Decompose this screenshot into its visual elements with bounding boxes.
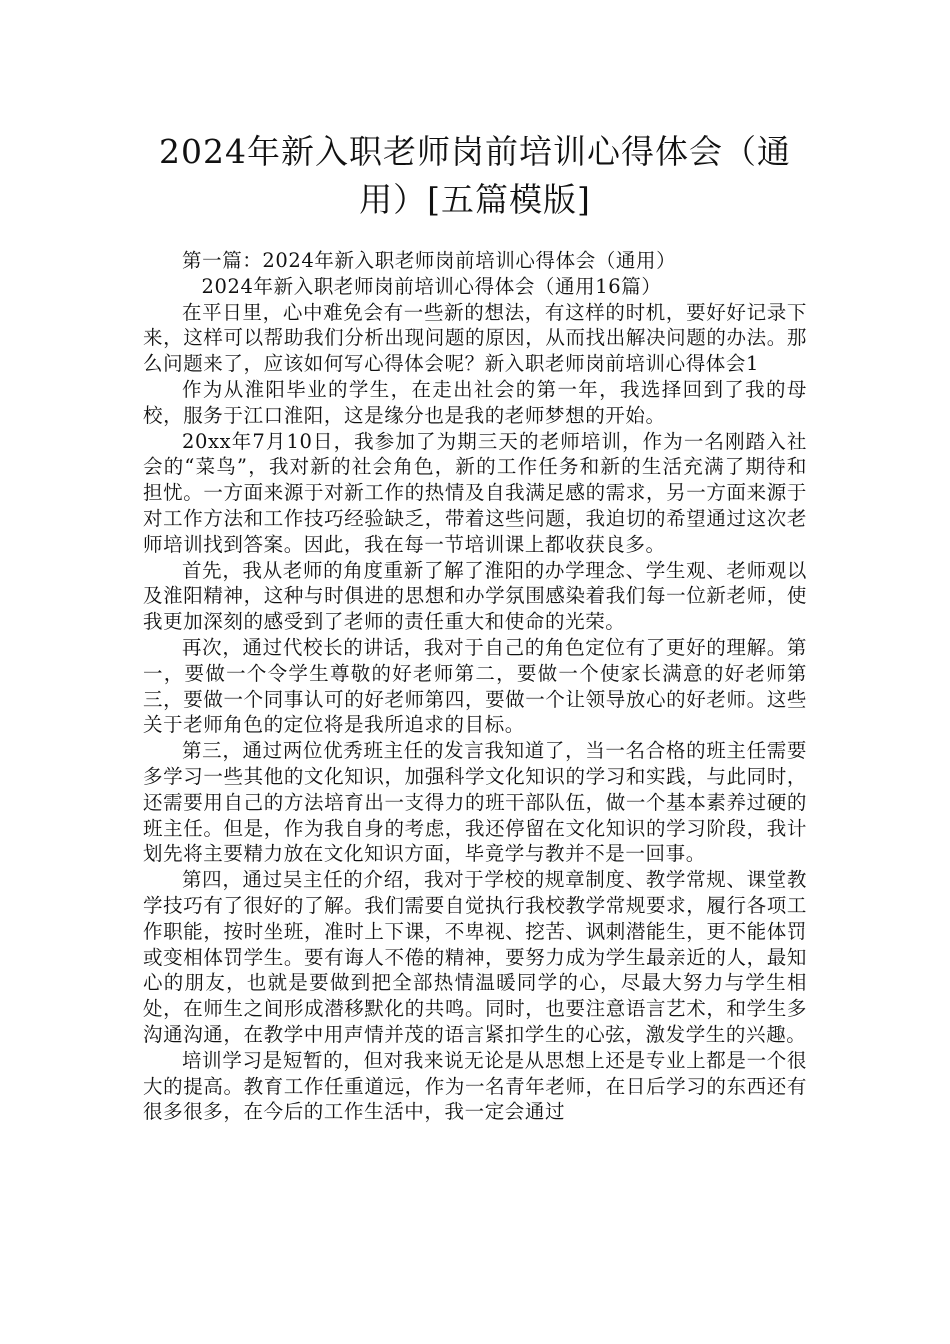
section-heading: 第一篇：2024年新入职老师岗前培训心得体会（通用） (182, 249, 677, 272)
paragraph: 第四，通过吴主任的介绍，我对于学校的规章制度、教学常规、课堂教学技巧有了很好的了解。我们需要自觉执行我校教学常规要求，履行各项工作职能，按时坐班，准时上下课，不卑视、挖苦、讽刺潜能生，更不能体罚或变相体罚学生。要有诲人不倦的精神，要努力成为学生最亲近的人，最知心的朋友，也就是要做到把全部热情温暖同学的心，尽最大努力与学生相处，在师生之间形成潜移默化的共鸣。同时，也要注意语言艺术，和学生多沟通沟通，在教学中用声情并茂的语言紧扣学生的心弦，激发学生的兴趣。 (143, 868, 807, 1046)
paragraph: 20xx年7月10日，我参加了为期三天的老师培训，作为一名刚踏入社会的“菜鸟”，我对新的社会角色，新的工作任务和新的生活充满了期待和担忧。一方面来源于对新工作的热情及自我满足感的需求，另一方面来源于对工作方法和工作技巧经验缺乏，带着这些问题，我迫切的希望通过这次老师培训找到答案。因此，我在每一节培训课上都收获良多。 (143, 429, 807, 556)
paragraph: 培训学习是短暂的，但对我来说无论是从思想上还是专业上都是一个很大的提高。教育工作任重道远，作为一名青年老师，在日后学习的东西还有很多很多，在今后的工作生活中，我一定会通过 (143, 1048, 807, 1124)
sub-heading: 2024年新入职老师岗前培训心得体会（通用16篇） (201, 274, 662, 298)
paragraph: 首先，我从老师的角度重新了解了淮阳的办学理念、学生观、老师观以及淮阳精神，这种与时俱进的思想和办学氛围感染着我们每一位新老师，使我更加深刻的感受到了老师的责任重大和使命的光荣。 (143, 558, 807, 634)
paragraph: 作为从淮阳毕业的学生，在走出社会的第一年，我选择回到了我的母校，服务于江口淮阳，这是缘分也是我的老师梦想的开始。 (143, 377, 807, 427)
paragraph: 第三，通过两位优秀班主任的发言我知道了，当一名合格的班主任需要多学习一些其他的文化知识，加强科学文化知识的学习和实践，与此同时，还需要用自己的方法培育出一支得力的班干部队伍，做一个基本素养过硬的班主任。但是，作为我自身的考虑，我还停留在文化知识的学习阶段，我计划先将主要精力放在文化知识方面，毕竟学与教并不是一回事。 (143, 739, 807, 866)
document-body (143, 248, 807, 1125)
paragraph: 在平日里，心中难免会有一些新的想法，有这样的时机，要好好记录下来，这样可以帮助我们分析出现问题的原因，从而找出解决问题的办法。那么问题来了，应该如何写心得体会呢？新入职老师岗前培训心得体会1 (143, 300, 807, 376)
document-title: 2024年新入职老师岗前培训心得体会（通用）[五篇模版] (159, 132, 791, 219)
paragraph: 再次，通过代校长的讲话，我对于自己的角色定位有了更好的理解。第一，要做一个令学生尊敬的好老师第二，要做一个使家长满意的好老师第三，要做一个同事认可的好老师第四，要做一个让领导放心的好老师。这些关于老师角色的定位将是我所追求的目标。 (143, 635, 807, 737)
